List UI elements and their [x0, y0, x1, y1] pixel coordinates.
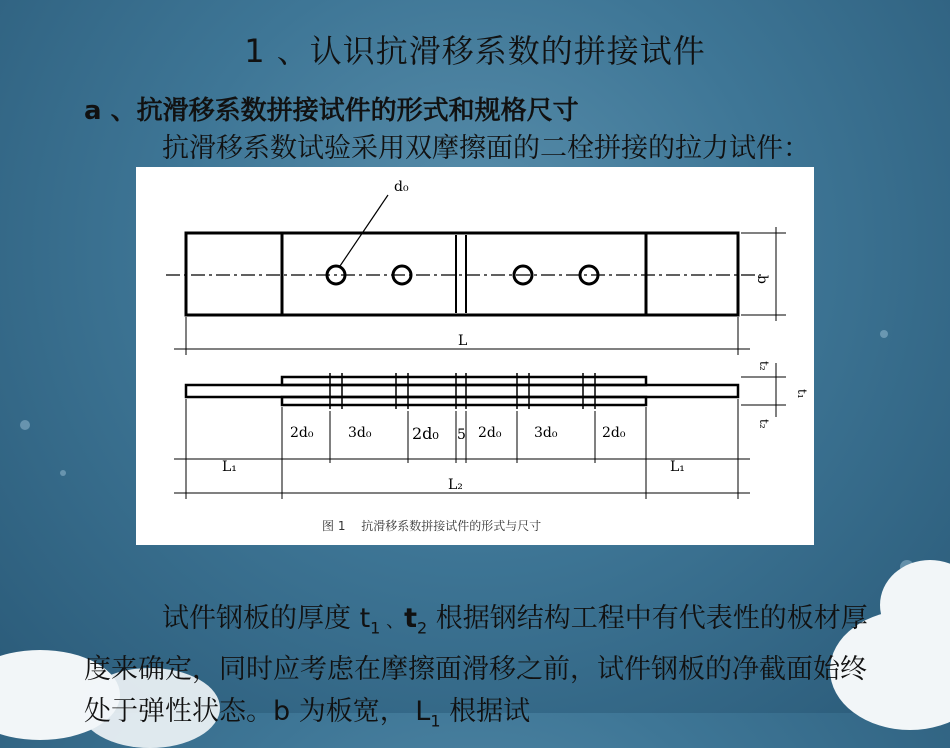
bolt-lines — [330, 373, 595, 409]
slide-title: 1 、认识抗滑移系数的拼接试件 — [244, 32, 706, 70]
plate-outline — [186, 233, 738, 315]
dim-label: 2d₀ — [412, 424, 439, 443]
subscript-2: 2 — [417, 618, 428, 638]
bokeh-dot — [880, 330, 888, 338]
section-heading: a 、抗滑移系数拼接试件的形式和规格尺寸 — [84, 96, 579, 126]
bokeh-dot — [60, 470, 66, 476]
specimen-drawing — [136, 167, 814, 545]
subscript-3: 1 — [430, 711, 441, 731]
dim-label: 5 — [457, 427, 466, 443]
body-text-4: 根据试 — [440, 696, 531, 728]
body-text-1: 试件钢板的厚度 t — [162, 603, 371, 634]
intro-paragraph — [84, 128, 884, 170]
label-L2: L₂ — [448, 477, 463, 493]
dim-label: 3d₀ — [348, 425, 372, 441]
subscript-1: 1 — [370, 618, 381, 638]
label-L1-right: L₁ — [670, 459, 685, 475]
figure-caption: 图 1 抗滑移系数拼接试件的形式与尺寸 — [322, 519, 542, 533]
intro-text: 抗滑移系数试验采用双摩擦面的二栓拼接的拉力试件： — [162, 133, 810, 164]
separator: 、 — [380, 611, 405, 632]
label-b: b — [754, 275, 770, 284]
bokeh-dot — [20, 420, 30, 430]
body-text-2: t — [404, 603, 418, 634]
dim-label: 2d₀ — [478, 425, 502, 441]
label-L1-left: L₁ — [222, 459, 237, 475]
d0-leader — [340, 195, 388, 266]
dim-label: 2d₀ — [602, 425, 626, 441]
specimen-figure — [136, 167, 814, 545]
label-t2-top: t₂ — [757, 361, 771, 371]
label-t1: t₁ — [795, 389, 809, 399]
body-text-3: 根据钢结构工程中有代表性的板材厚度来确定，同时应考虑在摩擦面滑移之前，试件钢板的净截面始终处于弹性状态。b 为板宽， L — [84, 603, 868, 728]
label-d0: d₀ — [394, 179, 409, 195]
label-t2-bottom: t₂ — [757, 419, 771, 429]
body-paragraph — [84, 598, 884, 743]
dim-label: 3d₀ — [534, 425, 558, 441]
label-L: L — [458, 333, 468, 349]
main-plate — [186, 385, 738, 397]
dim-label: 2d₀ — [290, 425, 314, 441]
splice-plate-bottom — [282, 397, 646, 405]
